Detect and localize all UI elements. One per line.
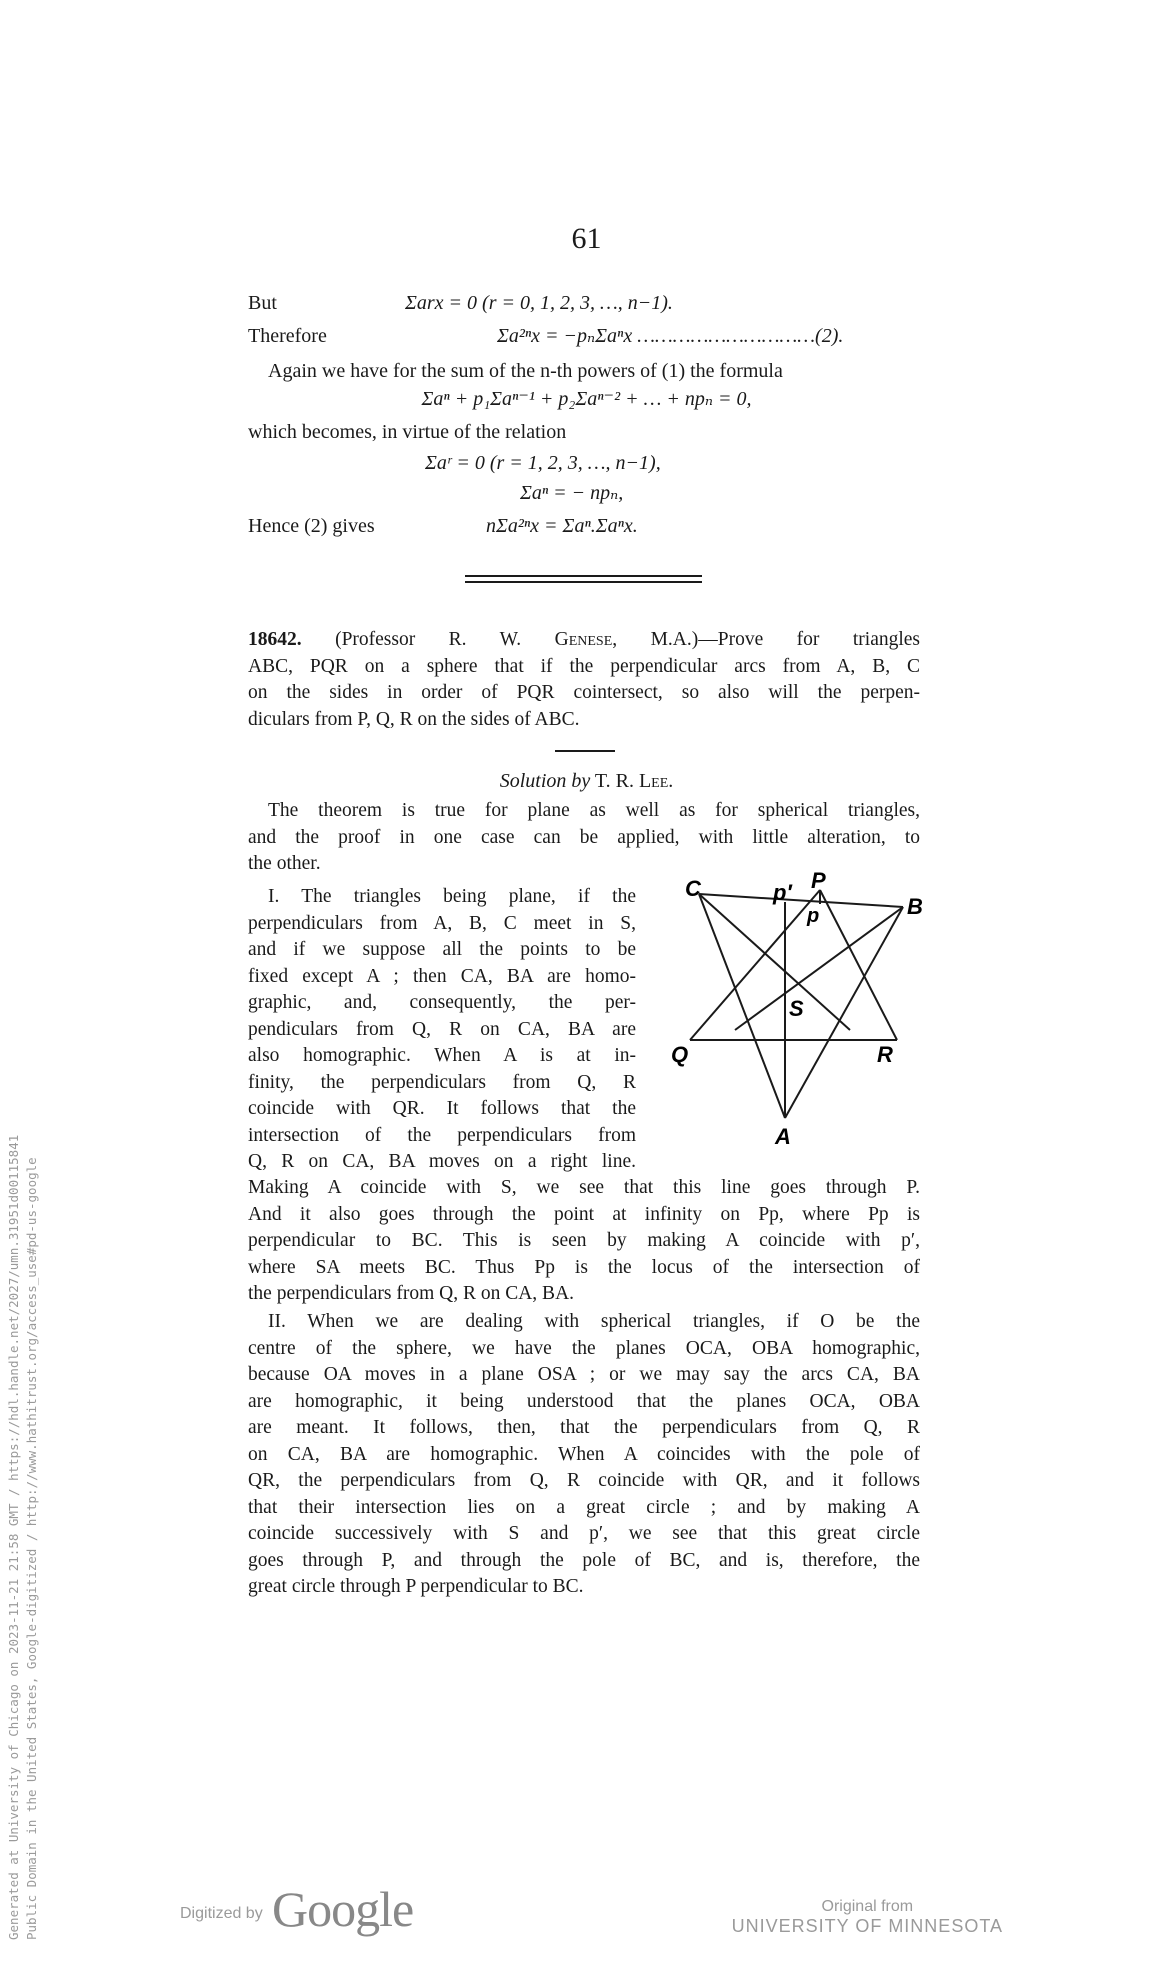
- triangle-diagram: [671, 868, 935, 1150]
- part-one-line-7: also homographic. When A is at in-: [248, 1045, 636, 1066]
- part-one-line-4: fixed except A ; then CA, BA are homo-: [248, 965, 636, 987]
- label-b: B: [907, 894, 923, 919]
- part-two-line-4: are homographic, it being understood that the planes OCA, OBA: [248, 1390, 920, 1412]
- part-one-line-2: perpendiculars from A, B, C meet in S,: [248, 912, 636, 934]
- short-rule: [555, 750, 615, 752]
- equation-2: Σa²ⁿx = −pₙΣaⁿx …………………………(2).: [497, 325, 844, 347]
- part-two-line-9: coincide successively with S and p′, we see that this great circle: [248, 1523, 920, 1544]
- intro-line-3: the other.: [248, 853, 321, 874]
- part-one-line-5: graphic, and, consequently, the per-: [248, 992, 636, 1013]
- equation-6: nΣa²ⁿx = Σaⁿ.Σaⁿx.: [486, 515, 638, 537]
- hathitrust-sidebar: [2, 1010, 46, 1950]
- part-one-cont-line-5: the perpendiculars from Q, R on CA, BA.: [248, 1283, 575, 1304]
- problem-number: 18642.: [248, 629, 302, 650]
- part-two: [248, 1309, 920, 1601]
- label-r: R: [877, 1042, 893, 1067]
- part-one-line-10: intersection of the perpendiculars from: [248, 1124, 636, 1146]
- equation-4: Σaʳ = 0 (r = 1, 2, 3, …, n−1),: [425, 452, 661, 474]
- problem-line-1: [248, 627, 920, 654]
- therefore-label: Therefore: [248, 325, 327, 347]
- part-two-line-1: II. When we are dealing with spherical triangles, if O be the: [268, 1311, 920, 1332]
- part-one-cont-line-3: perpendicular to BC. This is seen by making A coincide with p′,: [248, 1230, 920, 1251]
- equation-1: Σarx = 0 (r = 0, 1, 2, 3, …, n−1).: [405, 292, 673, 314]
- part-one-line-8: finity, the perpendiculars from Q, R: [248, 1071, 636, 1093]
- part-two-line-10: goes through P, and through the pole of BC, and is, therefore, the: [248, 1549, 920, 1571]
- solution-intro: [248, 798, 920, 878]
- hence-label: Hence (2) gives: [248, 515, 375, 537]
- which-text: which becomes, in virtue of the relation: [248, 421, 567, 443]
- label-s: S: [789, 996, 804, 1021]
- problem-line-3: on the sides in order of PQR cointersect, so also will the perpen-: [248, 682, 920, 703]
- problem-line-2: ABC, PQR on a sphere that if the perpendicular arcs from A, B, C: [248, 655, 920, 677]
- sidebar-line-1: Generated at University of Chicago on 2023-11-21 21:58 GMT / https://hdl.handle.net/2027/umn.31951d00115841: [6, 1134, 21, 1940]
- solution-heading-name-sc: Lee: [638, 770, 669, 792]
- label-p-prime: p′: [773, 880, 792, 905]
- part-one-line-1: I. The triangles being plane, if the: [268, 886, 636, 907]
- label-p-lower: p: [807, 905, 820, 927]
- part-two-line-11: great circle through P perpendicular to BC.: [248, 1576, 584, 1597]
- page-number: 61: [571, 222, 602, 255]
- part-one-continued: [248, 1175, 920, 1308]
- part-two-line-7: QR, the perpendiculars from Q, R coincide with QR, and it follows: [248, 1470, 920, 1491]
- line-ca: [699, 894, 785, 1118]
- intro-line-1: The theorem is true for plane as well as for spherical triangles,: [268, 800, 920, 821]
- label-p-upper: P: [811, 868, 826, 893]
- solution-heading: [0, 768, 1173, 794]
- institution-text: UNIVERSITY OF MINNESOTA: [731, 1916, 1003, 1936]
- part-one-line-3: and if we suppose all the points to be: [248, 939, 636, 960]
- part-one-cont-line-4: where SA meets BC. Thus Pp is the locus of the intersection of: [248, 1256, 920, 1278]
- part-two-line-6: on CA, BA are homographic. When A coincides with the pole of: [248, 1443, 920, 1465]
- equation-5: Σaⁿ = − npₙ,: [520, 482, 624, 504]
- part-one-line-11: Q, R on CA, BA moves on a right line.: [248, 1151, 636, 1172]
- part-one-line-9: coincide with QR. It follows that the: [248, 1098, 636, 1119]
- solution-heading-italic: Solution by: [499, 770, 591, 792]
- digitized-by-text: Digitized by: [180, 1905, 263, 1922]
- problem-author-name: Genese: [554, 629, 613, 650]
- part-two-line-3: because OA moves in a plane OSA ; or we may say the arcs CA, BA: [248, 1364, 920, 1385]
- separator-rule-top: [465, 575, 702, 577]
- line-pr: [820, 890, 897, 1040]
- google-logo: Google: [272, 1881, 414, 1937]
- original-from-block: [732, 1898, 1003, 1937]
- part-one-cont-line-2: And it also goes through the point at infinity on Pp, where Pp is: [248, 1203, 920, 1225]
- problem-statement: [248, 627, 920, 733]
- separator-rule-bottom: [465, 581, 702, 583]
- equation-3: Σaⁿ + p₁Σaⁿ⁻¹ + p₂Σaⁿ⁻² + … + npₙ = 0,: [421, 388, 752, 410]
- label-c: C: [685, 876, 701, 901]
- but-label: But: [248, 292, 277, 314]
- solution-heading-end: .: [668, 770, 674, 792]
- problem-author-open: (Professor R. W.: [335, 629, 555, 650]
- problem-line-4: diculars from P, Q, R on the sides of ABC.: [248, 708, 580, 730]
- solution-heading-name: T. R.: [594, 770, 639, 792]
- line-cb: [699, 894, 903, 907]
- sidebar-line-2: Public Domain in the United States, Google-digitized / http://www.hathitrust.org/access_use#pd-us-google: [24, 1157, 39, 1940]
- part-two-line-2: centre of the sphere, we have the planes OCA, OBA homographic,: [248, 1337, 920, 1359]
- intro-line-2: and the proof in one case can be applied, with little alteration, to: [248, 826, 920, 848]
- part-two-line-8: that their intersection lies on a great circle ; and by making A: [248, 1496, 920, 1518]
- problem-author-close: , M.A.)—Prove for triangles: [612, 629, 921, 650]
- part-one-line-6: pendiculars from Q, R on CA, BA are: [248, 1018, 636, 1040]
- label-q: Q: [671, 1042, 689, 1067]
- part-two-line-5: are meant. It follows, then, that the perpendiculars from Q, R: [248, 1417, 920, 1438]
- again-text: Again we have for the sum of the n-th powers of (1) the formula: [268, 360, 783, 382]
- original-from-text: Original from: [821, 1898, 914, 1915]
- part-one-cont-line-1: Making A coincide with S, we see that this line goes through P.: [248, 1177, 920, 1198]
- label-a: A: [775, 1124, 791, 1149]
- part-one: [248, 884, 636, 1176]
